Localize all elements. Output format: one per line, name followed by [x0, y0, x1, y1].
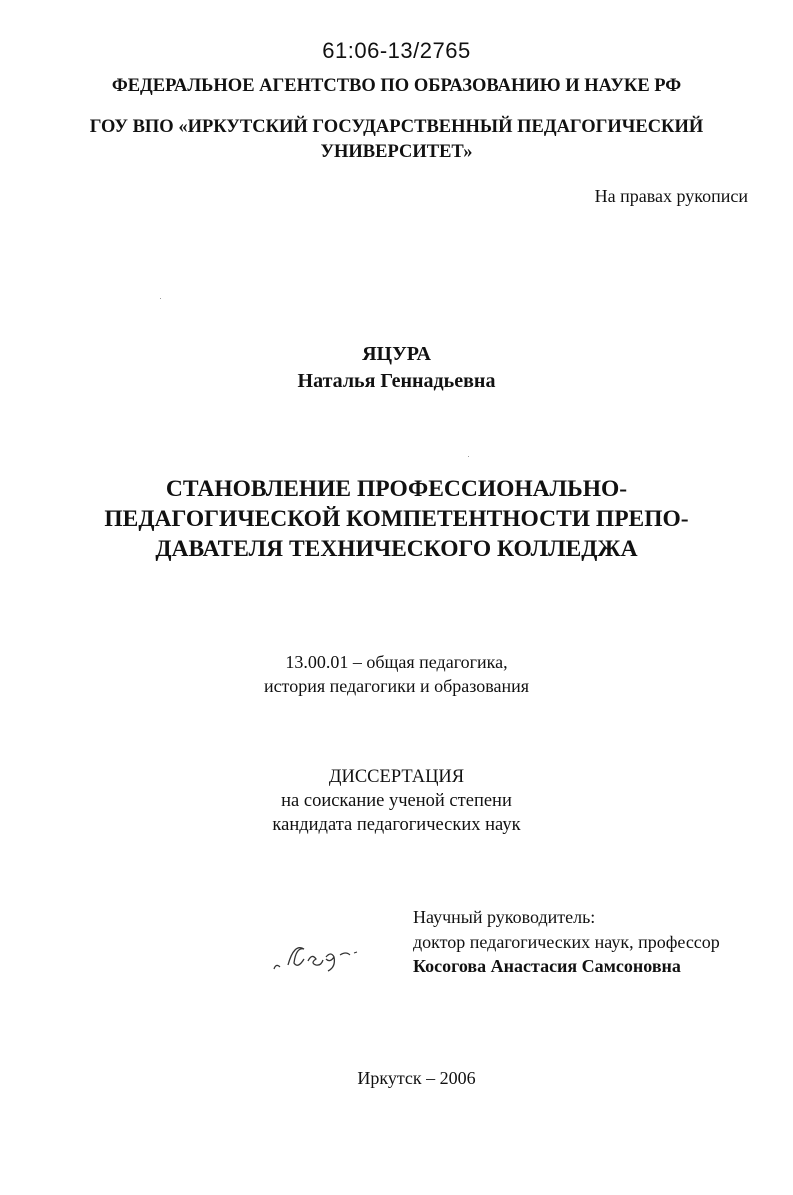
city-year: Иркутск – 2006 [357, 1068, 476, 1088]
manuscript-rights-note: На правах рукописи [594, 186, 748, 206]
author-given-names: Наталья Геннадьевна [297, 370, 496, 392]
scan-speck [160, 298, 161, 299]
scientific-supervisor [413, 905, 720, 979]
university-name-line-2: УНИВЕРСИТЕТ» [320, 142, 473, 162]
supervisor-label: Научный руководитель: [413, 907, 596, 927]
scan-speck [468, 456, 469, 457]
thesis-title [0, 474, 793, 564]
specialty-line-2: история педагогики и образования [263, 676, 530, 696]
document-type-label: ДИССЕРТАЦИЯ [328, 767, 465, 787]
document-type [0, 765, 793, 837]
specialty-line-1: 13.00.01 – общая педагогика, [285, 652, 508, 672]
supervisor-credentials: доктор педагогических наук, профессор [413, 931, 720, 952]
supervisor-name: Косогова Анастасия Самсоновна [413, 956, 681, 976]
degree-line-2: кандидата педагогических наук [272, 815, 521, 835]
university-name-line-1: ГОУ ВПО «ИРКУТСКИЙ ГОСУДАРСТВЕННЫЙ ПЕДАГОГИЧЕСКИЙ [89, 117, 704, 137]
thesis-title-line-1: СТАНОВЛЕНИЕ ПРОФЕССИОНАЛЬНО- [165, 476, 628, 502]
degree-line-1: на соискание ученой степени [281, 791, 512, 811]
author-surname: ЯЦУРА [362, 343, 431, 365]
signature-icon [270, 933, 380, 978]
specialty [0, 650, 793, 698]
thesis-title-line-3: ДАВАТЕЛЯ ТЕХНИЧЕСКОГО КОЛЛЕДЖА [155, 536, 638, 562]
thesis-title-line-2: ПЕДАГОГИЧЕСКОЙ КОМПЕТЕНТНОСТИ ПРЕПО- [104, 506, 689, 532]
catalog-number: 61:06-13/2765 [322, 38, 471, 63]
university-name [0, 115, 793, 165]
agency-name: ФЕДЕРАЛЬНОЕ АГЕНТСТВО ПО ОБРАЗОВАНИЮ И НАУКЕ РФ [111, 76, 682, 96]
